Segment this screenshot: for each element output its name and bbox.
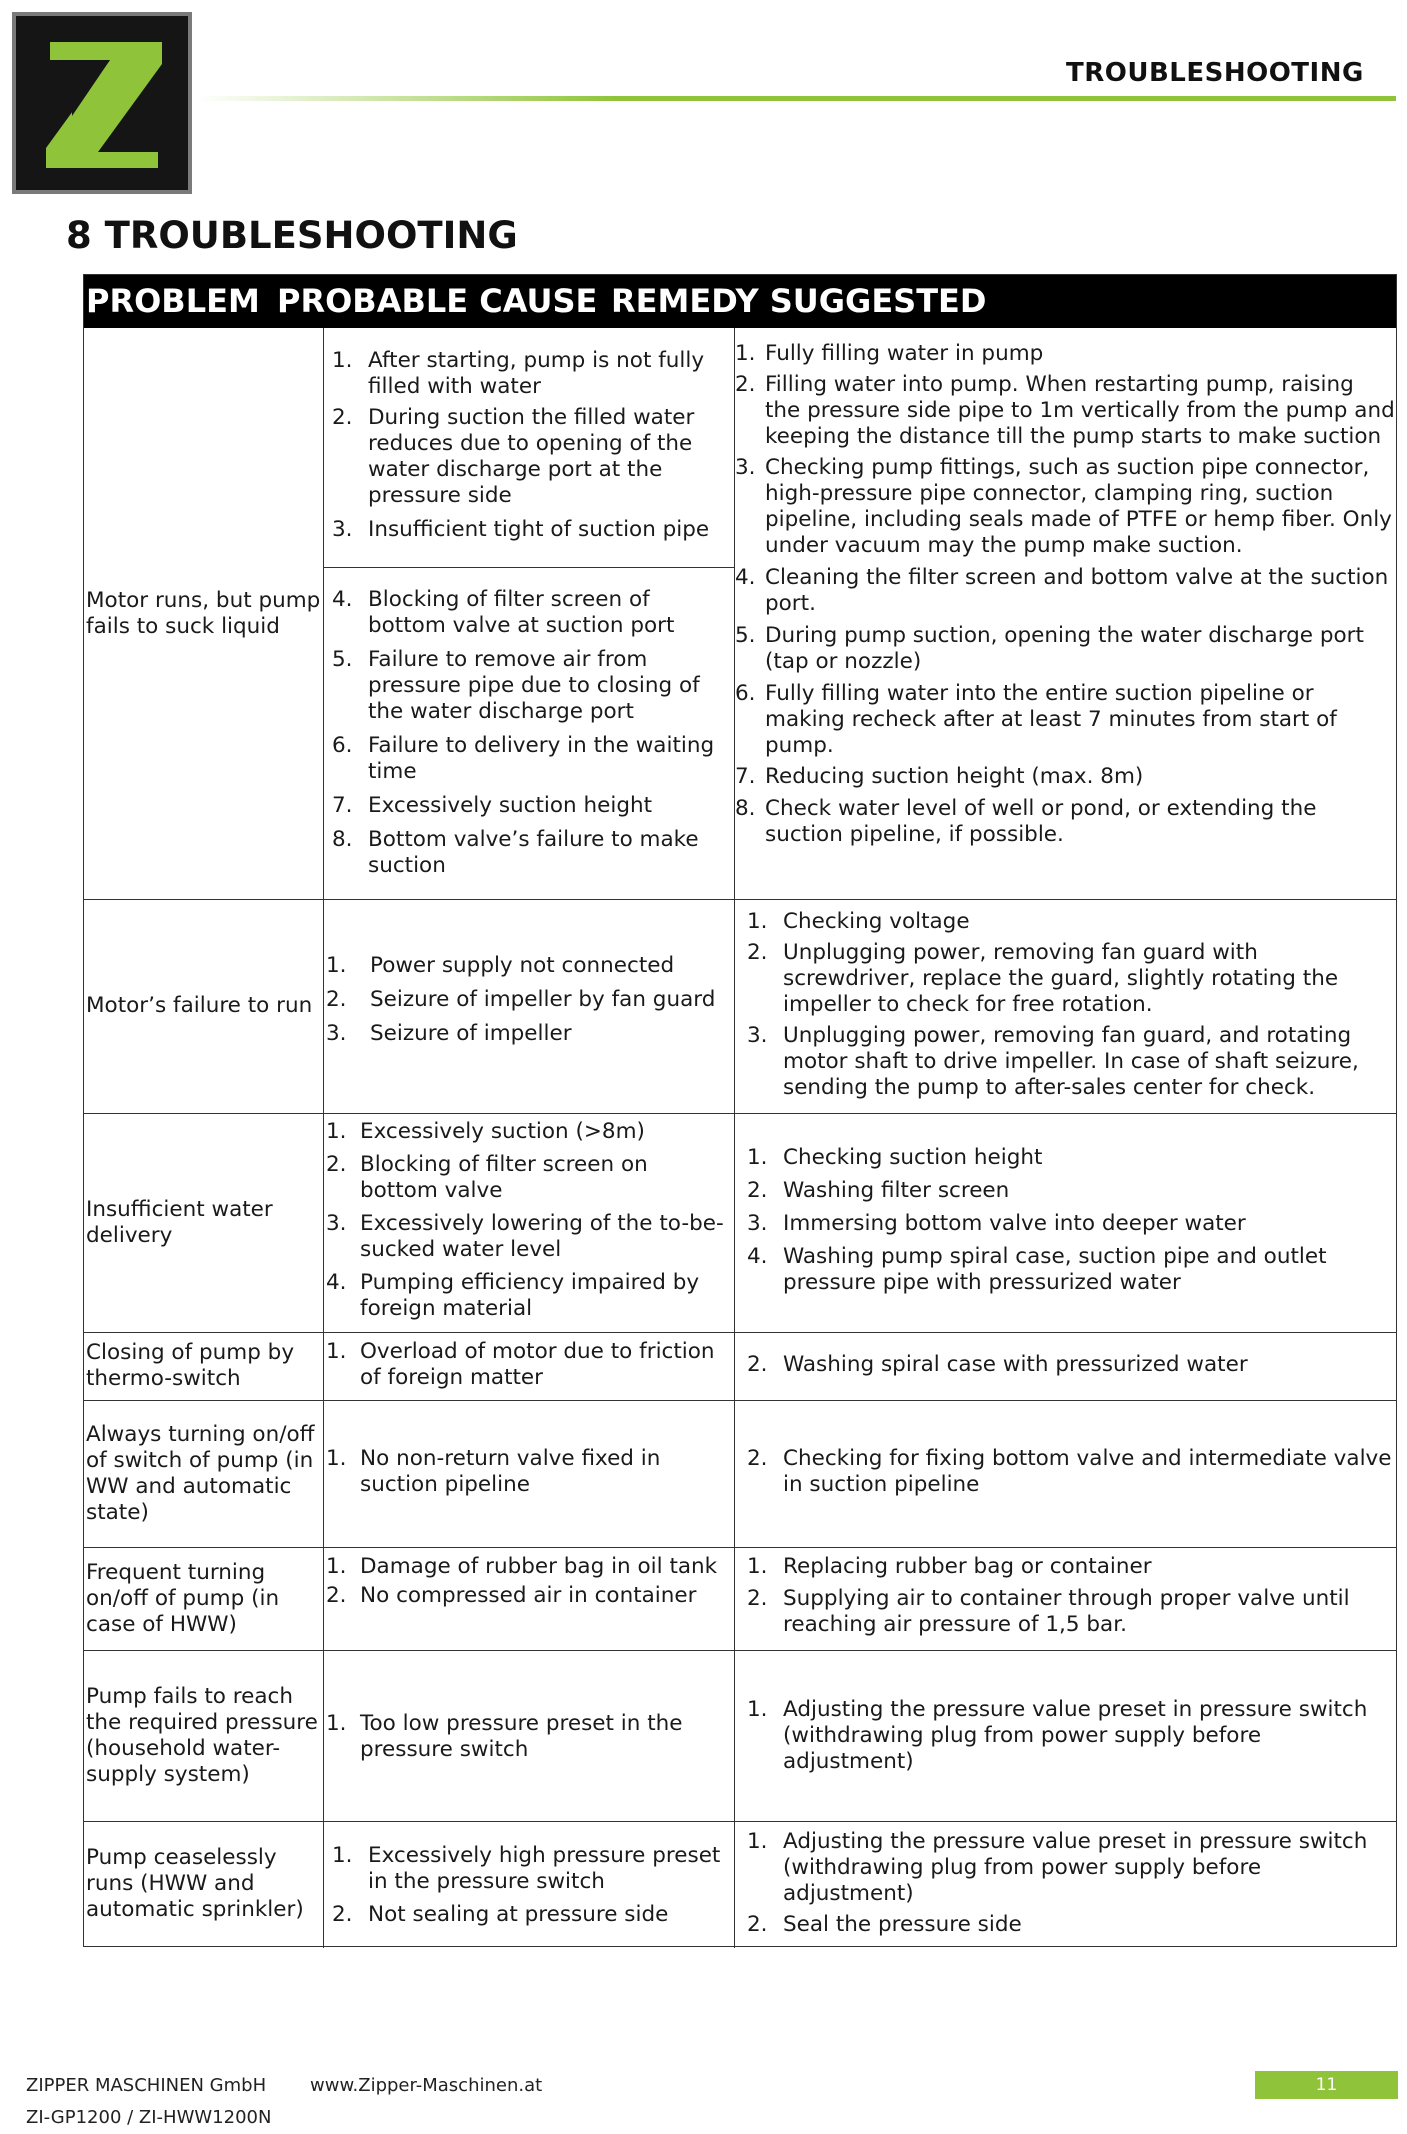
list-item: 4. Washing pump spiral case, suction pipe and outlet pressure pipe with pressurized water — [747, 1244, 1327, 1295]
list-item: 4. Cleaning the filter screen and bottom valve at the suction port. — [735, 565, 1389, 616]
cause-list — [326, 953, 730, 1047]
col-problem-header: PROBLEM — [86, 282, 260, 320]
list-item: 2. During suction the filled water reduces due to opening of the water discharge port at the pressure side — [332, 405, 695, 508]
list-item: 1. Adjusting the pressure value preset in pressure switch (withdrawing plug from power supply before adjustment) — [747, 1829, 1368, 1906]
table-row-problem: Always turning on/off of switch of pump (in WW and automatic state) — [86, 1421, 315, 1525]
list-item: 1. After starting, pump is not fully filled with water — [332, 348, 705, 399]
list-item: 2. Washing filter screen — [747, 1178, 1010, 1203]
list-item: 2. Not sealing at pressure side — [332, 1902, 669, 1927]
list-item: 2. Filling water into pump. When restarting pump, raising the pressure side pipe to 1m vertically from the pump and keeping the distance till the pump starts to make suction — [735, 372, 1395, 449]
list-item: 3. Checking pump fittings, such as suction pipe connector, high-pressure pipe connector, clamping ring, suction pipeline, including seals made of PTFE or hemp fiber. Only under vacuum may the pump make suction. — [735, 455, 1392, 558]
list-item: 2. No compressed air in container — [326, 1583, 697, 1608]
remedy-list — [747, 1352, 1395, 1378]
col-divider — [323, 328, 324, 1948]
list-item: 2. Unplugging power, removing fan guard with screwdriver, replace the guard, slightly rotating the impeller to check for free rotation. — [747, 940, 1339, 1017]
list-item: 7. Reducing suction height (max. 8m) — [735, 764, 1144, 789]
footer-model: ZI-GP1200 / ZI-HWW1200N — [26, 2107, 272, 2128]
list-item: 2. Seizure of impeller by fan guard — [326, 987, 716, 1012]
list-item: 2. Washing spiral case with pressurized water — [747, 1352, 1248, 1377]
col-remedy-header: REMEDY SUGGESTED — [611, 282, 987, 320]
list-item: 5. During pump suction, opening the water discharge port (tap or nozzle) — [735, 623, 1364, 674]
list-item: 1. Power supply not connected — [326, 953, 675, 978]
list-item: 1. Overload of motor due to friction of foreign matter — [326, 1339, 715, 1390]
col-cause-header: PROBABLE CAUSE — [277, 282, 598, 320]
list-item: 2. Supplying air to container through proper valve until reaching air pressure of 1,5 bar. — [747, 1586, 1350, 1637]
header-rule — [196, 96, 1396, 101]
table-row-problem: Frequent turning on/off of pump (in case of HWW) — [86, 1559, 280, 1637]
list-item: 4. Blocking of filter screen of bottom valve at suction port — [332, 587, 675, 638]
remedy-list — [747, 1554, 1395, 1638]
remedy-list — [747, 909, 1395, 1101]
list-item: 1. Damage of rubber bag in oil tank — [326, 1554, 718, 1579]
list-item: 1. Excessively suction (>8m) — [326, 1119, 645, 1144]
list-item: 3. Seizure of impeller — [326, 1021, 572, 1046]
row-divider — [323, 567, 734, 568]
remedy-list — [747, 1446, 1395, 1498]
list-item: 1. Checking suction height — [747, 1145, 1043, 1170]
list-item: 6. Fully filling water into the entire suction pipeline or making recheck after at least 7 minutes from start of pump. — [735, 681, 1337, 758]
list-item: 1. Adjusting the pressure value preset in pressure switch (withdrawing plug from power supply before adjustment) — [747, 1697, 1368, 1774]
list-item: 3. Excessively lowering of the to-be-sucked water level — [326, 1211, 724, 1262]
list-item: 2. Blocking of filter screen on bottom valve — [326, 1152, 648, 1203]
list-item: 2. Seal the pressure side — [747, 1912, 1022, 1937]
footer-url[interactable]: www.Zipper-Maschinen.at — [310, 2075, 543, 2096]
troubleshooting-table — [83, 274, 1397, 1947]
remedy-list — [747, 1145, 1395, 1296]
table-row-problem: Motor’s failure to run — [86, 993, 313, 1018]
cause-list — [332, 1843, 730, 1928]
list-item: 5. Failure to remove air from pressure pipe due to closing of the water discharge port — [332, 647, 700, 724]
footer-company: ZIPPER MASCHINEN GmbH — [26, 2075, 267, 2096]
header-title: TROUBLESHOOTING — [1066, 58, 1364, 88]
cause-list — [326, 1711, 730, 1763]
cause-list — [326, 1446, 730, 1498]
list-item: 8. Check water level of well or pond, or extending the suction pipeline, if possible. — [735, 796, 1317, 847]
list-item: 2. Checking for fixing bottom valve and intermediate valve in suction pipeline — [747, 1446, 1392, 1497]
zipper-z-logo — [12, 12, 192, 194]
table-row-problem: Insufficient water delivery — [86, 1196, 273, 1248]
list-item: 3. Immersing bottom valve into deeper water — [747, 1211, 1246, 1236]
cause-list — [326, 1554, 730, 1609]
list-item: 3. Unplugging power, removing fan guard, and rotating motor shaft to drive impeller. In case of shaft seizure, sending the pump to after-sales center for check. — [747, 1023, 1359, 1100]
table-row-problem: Closing of pump by thermo-switch — [86, 1340, 295, 1391]
list-item: 6. Failure to delivery in the waiting time — [332, 733, 715, 784]
remedy-list — [735, 341, 1395, 848]
list-item: 1. Fully filling water in pump — [735, 341, 1044, 366]
list-item: 7. Excessively suction height — [332, 793, 653, 818]
cause-list — [332, 348, 730, 543]
table-row-problem: Motor runs, but pump fails to suck liquid — [86, 587, 321, 639]
table-header — [84, 275, 1396, 328]
list-item: 3. Insufficient tight of suction pipe — [332, 517, 710, 542]
list-item: 8. Bottom valve’s failure to make suction — [332, 827, 699, 878]
list-item: 1. Checking voltage — [747, 909, 970, 934]
page-number: 11 — [1255, 2071, 1398, 2099]
cause-list — [326, 1119, 730, 1322]
list-item: 1. No non-return valve fixed in suction pipeline — [326, 1446, 661, 1497]
list-item: 1. Too low pressure preset in the pressure switch — [326, 1711, 683, 1762]
cause-list — [332, 587, 730, 879]
list-item: 4. Pumping efficiency impaired by foreign material — [326, 1270, 700, 1321]
table-row-problem: Pump fails to reach the required pressure (household water-supply system) — [86, 1683, 318, 1787]
table-row-problem: Pump ceaselessly runs (HWW and automatic sprinkler) — [86, 1844, 304, 1922]
remedy-list — [747, 1697, 1395, 1775]
cause-list — [326, 1339, 730, 1391]
list-item: 1. Excessively high pressure preset in the pressure switch — [332, 1843, 721, 1894]
remedy-list — [747, 1829, 1395, 1938]
section-title: 8 TROUBLESHOOTING — [66, 214, 518, 257]
list-item: 1. Replacing rubber bag or container — [747, 1554, 1152, 1579]
